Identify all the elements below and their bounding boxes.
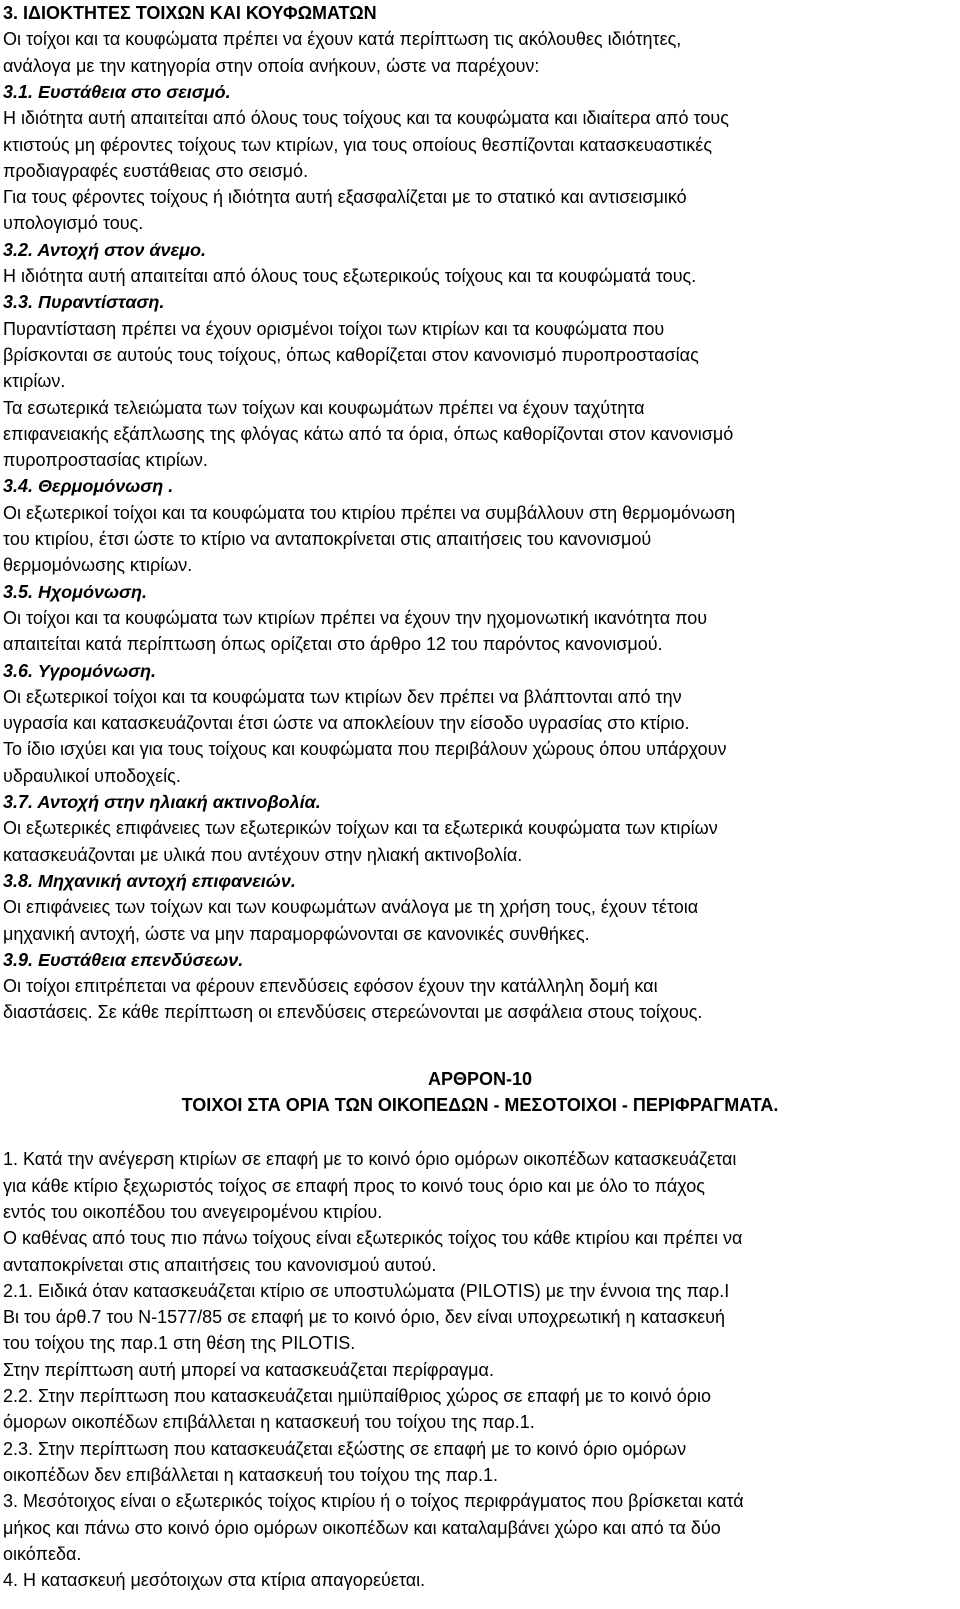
paragraph-line: Η ιδιότητα αυτή απαιτείται από όλους τους τοίχους και τα κουφώματα και ιδιαίτερα από τους	[3, 108, 729, 129]
paragraph-line: μήκος και πάνω στο κοινό όριο ομόρων οικοπέδων και καταλαμβάνει χώρο και από τα δύο	[3, 1517, 721, 1538]
paragraph-line: του τοίχου της παρ.1 στη θέση της PILOTIS.	[3, 1333, 356, 1354]
paragraph-line: Ο καθένας από τους πιο πάνω τοίχους είναι εξωτερικός τοίχος του κάθε κτιρίου και πρέπει να	[3, 1228, 743, 1249]
paragraph-line: 2.1. Ειδικά όταν κατασκευάζεται κτίριο σε υποστυλώματα (PILOTIS) με την έννοια της παρ.Ι	[3, 1280, 730, 1301]
section-heading: ΤΟΙΧΟΙ ΣΤΑ ΟΡΙΑ ΤΩΝ ΟΙΚΟΠΕΔΩΝ - ΜΕΣΟΤΟΙΧΟΙ - ΠΕΡΙΦΡΑΓΜΑΤΑ.	[181, 1095, 779, 1115]
paragraph-line: 4. Η κατασκευή μεσότοιχων στα κτίρια απαγορεύεται.	[3, 1570, 426, 1591]
paragraph-line: όμορων οικοπέδων επιβάλλεται η κατασκευή του τοίχου της παρ.1.	[3, 1412, 535, 1433]
paragraph-line: Η ιδιότητα αυτή απαιτείται από όλους τους εξωτερικούς τοίχους και τα κουφώματά τους.	[3, 266, 697, 286]
paragraph-line: υγρασία και κατασκευάζονται έτσι ώστε να αποκλείουν την είσοδο υγρασίας στο κτίριο.	[3, 713, 690, 734]
paragraph-line: οικοπέδων δεν επιβάλλεται η κατασκευή του τοίχου της παρ.1.	[3, 1464, 499, 1485]
paragraph-line: πυροπροστασίας κτιρίων.	[3, 450, 208, 471]
section-heading: 3.4. Θερμομόνωση .	[3, 476, 174, 497]
paragraph-line: Πυραντίσταση πρέπει να έχουν ορισμένοι τοίχοι των κτιρίων και τα κουφώματα που	[3, 318, 665, 339]
paragraph-line: υδραυλικοί υποδοχείς.	[3, 765, 181, 786]
paragraph-line: εντός του οικοπέδου του ανεγειρομένου κτιρίου.	[3, 1201, 383, 1222]
paragraph-line: κτιστούς μη φέροντες τοίχους των κτιρίων, για τους οποίους θεσπίζονται κατασκευαστικές	[3, 134, 712, 155]
paragraph-line: διαστάσεις. Σε κάθε περίπτωση οι επενδύσεις στερεώνονται με ασφάλεια στους τοίχους.	[3, 1002, 703, 1023]
paragraph-line: Το ίδιο ισχύει και για τους τοίχους και κουφώματα που περιβάλουν χώρους όπου υπάρχουν	[3, 739, 727, 760]
paragraph-line: μηχανική αντοχή, ώστε να μην παραμορφώνονται σε κανονικές συνθήκες.	[3, 923, 590, 944]
section-heading: 3.2. Αντοχή στον άνεμο.	[3, 239, 207, 260]
paragraph-line: προδιαγραφές ευστάθειας στο σεισμό.	[3, 160, 309, 181]
paragraph-line: Τα εσωτερικά τελειώματα των τοίχων και κουφωμάτων πρέπει να έχουν ταχύτητα	[3, 397, 645, 418]
paragraph-line: Οι τοίχοι και τα κουφώματα των κτιρίων πρέπει να έχουν την ηχομονωτική ικανότητα που	[3, 607, 708, 628]
paragraph-line: ανταποκρίνεται στις απαιτήσεις του κανονισμού αυτού.	[3, 1254, 437, 1275]
section-heading: 3.1. Ευστάθεια στο σεισμό.	[3, 81, 231, 102]
paragraph-line: απαιτείται κατά περίπτωση όπως ορίζεται στο άρθρο 12 του παρόντος κανονισμού.	[3, 634, 663, 655]
section-heading: 3.7. Αντοχή στην ηλιακή ακτινοβολία.	[3, 792, 321, 812]
section-heading: 3.3. Πυραντίσταση.	[3, 292, 165, 313]
paragraph-line: βρίσκονται σε αυτούς τους τοίχους, όπως καθορίζεται στον κανονισμό πυροπροστασίας	[3, 344, 699, 365]
paragraph-line: θερμομόνωσης κτιρίων.	[3, 555, 193, 576]
paragraph-line: Οι εξωτερικοί τοίχοι και τα κουφώματα των κτιρίων δεν πρέπει να βλάπτονται από την	[3, 686, 682, 707]
paragraph-line: υπολογισμό τους.	[3, 213, 144, 234]
paragraph-line: Οι επιφάνειες των τοίχων και των κουφωμάτων ανάλογα με τη χρήση τους, έχουν τέτοια	[3, 897, 699, 918]
section-heading: 3.5. Ηχομόνωση.	[3, 581, 147, 602]
paragraph-line: Στην περίπτωση αυτή μπορεί να κατασκευάζεται περίφραγμα.	[3, 1359, 494, 1380]
paragraph-line: του κτιρίου, έτσι ώστε το κτίριο να ανταποκρίνεται στις απαιτήσεις του κανονισμού	[3, 529, 652, 549]
paragraph-line: 2.3. Στην περίπτωση που κατασκευάζεται εξώστης σε επαφή με το κοινό όριο ομόρων	[3, 1438, 687, 1459]
paragraph-line: Οι τοίχοι επιτρέπεται να φέρουν επενδύσεις εφόσον έχουν την κατάλληλη δομή και	[3, 976, 658, 997]
paragraph-line: Βι του άρθ.7 του Ν-1577/85 σε επαφή με το κοινό όριο, δεν είναι υποχρεωτική η κατασκευή	[3, 1307, 725, 1328]
paragraph-line: οικόπεδα.	[3, 1543, 82, 1564]
paragraph-line: 2.2. Στην περίπτωση που κατασκευάζεται ημιϋπαίθριος χώρος σε επαφή με το κοινό όριο	[3, 1386, 712, 1406]
paragraph-line: Για τους φέροντες τοίχους ή ιδιότητα αυτή εξασφαλίζεται με το στατικό και αντισεισμικό	[3, 187, 687, 208]
section-heading: 3.9. Ευστάθεια επενδύσεων.	[3, 949, 244, 970]
paragraph-line: ανάλογα με την κατηγορία στην οποία ανήκουν, ώστε να παρέχουν:	[3, 55, 540, 76]
section-heading: 3. ΙΔΙΟΚΤΗΤΕΣ ΤΟΙΧΩΝ ΚΑΙ ΚΟΥΦΩΜΑΤΩΝ	[3, 3, 377, 23]
paragraph-line: 1. Κατά την ανέγερση κτιρίων σε επαφή με το κοινό όριο ομόρων οικοπέδων κατασκευάζεται	[3, 1149, 737, 1170]
paragraph-line: κατασκευάζονται με υλικά που αντέχουν στην ηλιακή ακτινοβολία.	[3, 844, 523, 865]
paragraph-line: Οι τοίχοι και τα κουφώματα πρέπει να έχουν κατά περίπτωση τις ακόλουθες ιδιότητες,	[3, 29, 682, 50]
section-heading: 3.6. Υγρομόνωση.	[3, 660, 157, 681]
paragraph-line: 3. Μεσότοιχος είναι ο εξωτερικός τοίχος κτιρίου ή ο τοίχος περιφράγματος που βρίσκεται κατά	[3, 1491, 744, 1512]
paragraph-line: για κάθε κτίριο ξεχωριστός τοίχος σε επαφή προς το κοινό τους όριο και με όλο το πάχος	[3, 1175, 705, 1196]
section-heading: ΑΡΘΡΟΝ-10	[427, 1068, 533, 1089]
paragraph-line: Οι εξωτερικές επιφάνειες των εξωτερικών τοίχων και τα εξωτερικά κουφώματα των κτιρίων	[3, 818, 718, 839]
paragraph-line: κτιρίων.	[3, 371, 66, 392]
paragraph-line: επιφανειακής εξάπλωσης της φλόγας κάτω από τα όρια, όπως καθορίζονται στον κανονισμό	[3, 423, 734, 444]
paragraph-line: Οι εξωτερικοί τοίχοι και τα κουφώματα του κτιρίου πρέπει να συμβάλλουν στη θερμομόνωση	[3, 502, 736, 523]
section-heading: 3.8. Μηχανική αντοχή επιφανειών.	[3, 870, 296, 891]
